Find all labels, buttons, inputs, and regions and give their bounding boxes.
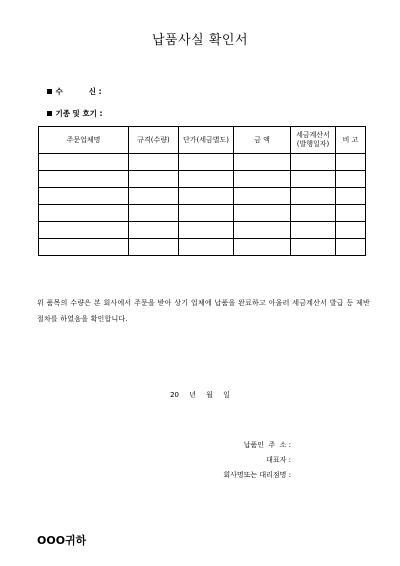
table-row <box>39 188 366 205</box>
table-cell[interactable] <box>336 205 366 222</box>
table-cell[interactable] <box>336 222 366 239</box>
supplier-address: 납품인 주 소 : <box>243 441 291 449</box>
table-cell[interactable] <box>234 205 291 222</box>
table-cell[interactable] <box>179 171 234 188</box>
table-cell[interactable] <box>291 188 336 205</box>
company-name: 회사명또는 대리점명 : <box>223 471 291 479</box>
table-row <box>39 205 366 222</box>
table-row <box>39 171 366 188</box>
table-cell[interactable] <box>291 239 336 256</box>
table-cell[interactable] <box>129 222 179 239</box>
table-header-row <box>39 127 366 154</box>
table-cell[interactable] <box>179 154 234 171</box>
model-label: 기종 및 호기 : <box>55 109 103 118</box>
table-cell[interactable] <box>234 154 291 171</box>
table-row <box>39 239 366 256</box>
table-cell[interactable] <box>291 222 336 239</box>
table-cell[interactable] <box>39 171 129 188</box>
table-cell[interactable] <box>234 222 291 239</box>
table-row <box>39 222 366 239</box>
table-cell[interactable] <box>336 171 366 188</box>
table-cell[interactable] <box>336 239 366 256</box>
table-cell[interactable] <box>291 205 336 222</box>
representative: 대표자 : <box>266 456 291 464</box>
model-field <box>37 99 103 128</box>
header-remarks: 비 고 <box>336 127 366 154</box>
table-cell[interactable] <box>291 154 336 171</box>
table-cell[interactable] <box>336 154 366 171</box>
table-cell[interactable] <box>336 188 366 205</box>
table-cell[interactable] <box>234 188 291 205</box>
table-cell[interactable] <box>129 154 179 171</box>
recipient-label: 수 신 : <box>55 87 102 96</box>
table-cell[interactable] <box>234 171 291 188</box>
confirmation-paragraph: 위 품목의 수량은 본 회사에서 주문을 받아 상기 업체에 납품을 완료하고 아울러 세금계산서 발급 등 제반 절차를 하였음을 확인합니다. <box>37 299 370 323</box>
table-cell[interactable] <box>291 171 336 188</box>
table-row <box>39 154 366 171</box>
table-cell[interactable] <box>234 239 291 256</box>
table-cell[interactable] <box>179 239 234 256</box>
table-cell[interactable] <box>129 171 179 188</box>
table-cell[interactable] <box>179 222 234 239</box>
table-cell[interactable] <box>129 205 179 222</box>
header-spec: 규격(수량) <box>129 127 179 154</box>
addressee: OOO귀하 <box>37 534 87 547</box>
date-line: 20 년 월 일 <box>170 391 230 399</box>
table-cell[interactable] <box>39 154 129 171</box>
table-cell[interactable] <box>39 222 129 239</box>
header-unit-price: 단가(세금별도) <box>179 127 234 154</box>
items-table <box>38 126 366 256</box>
document-title: 납품사실 확인서 <box>151 33 249 48</box>
table-cell[interactable] <box>39 205 129 222</box>
header-invoice: 세금계산서 (발행일자) <box>291 127 336 154</box>
table-cell[interactable] <box>39 188 129 205</box>
table-cell[interactable] <box>129 188 179 205</box>
header-amount: 금 액 <box>234 127 291 154</box>
header-orderer: 주문업체명 <box>39 127 129 154</box>
square-bullet-icon <box>47 89 52 94</box>
table-cell[interactable] <box>129 239 179 256</box>
table-cell[interactable] <box>39 239 129 256</box>
table-cell[interactable] <box>179 188 234 205</box>
square-bullet-icon <box>47 111 52 116</box>
table-cell[interactable] <box>179 205 234 222</box>
